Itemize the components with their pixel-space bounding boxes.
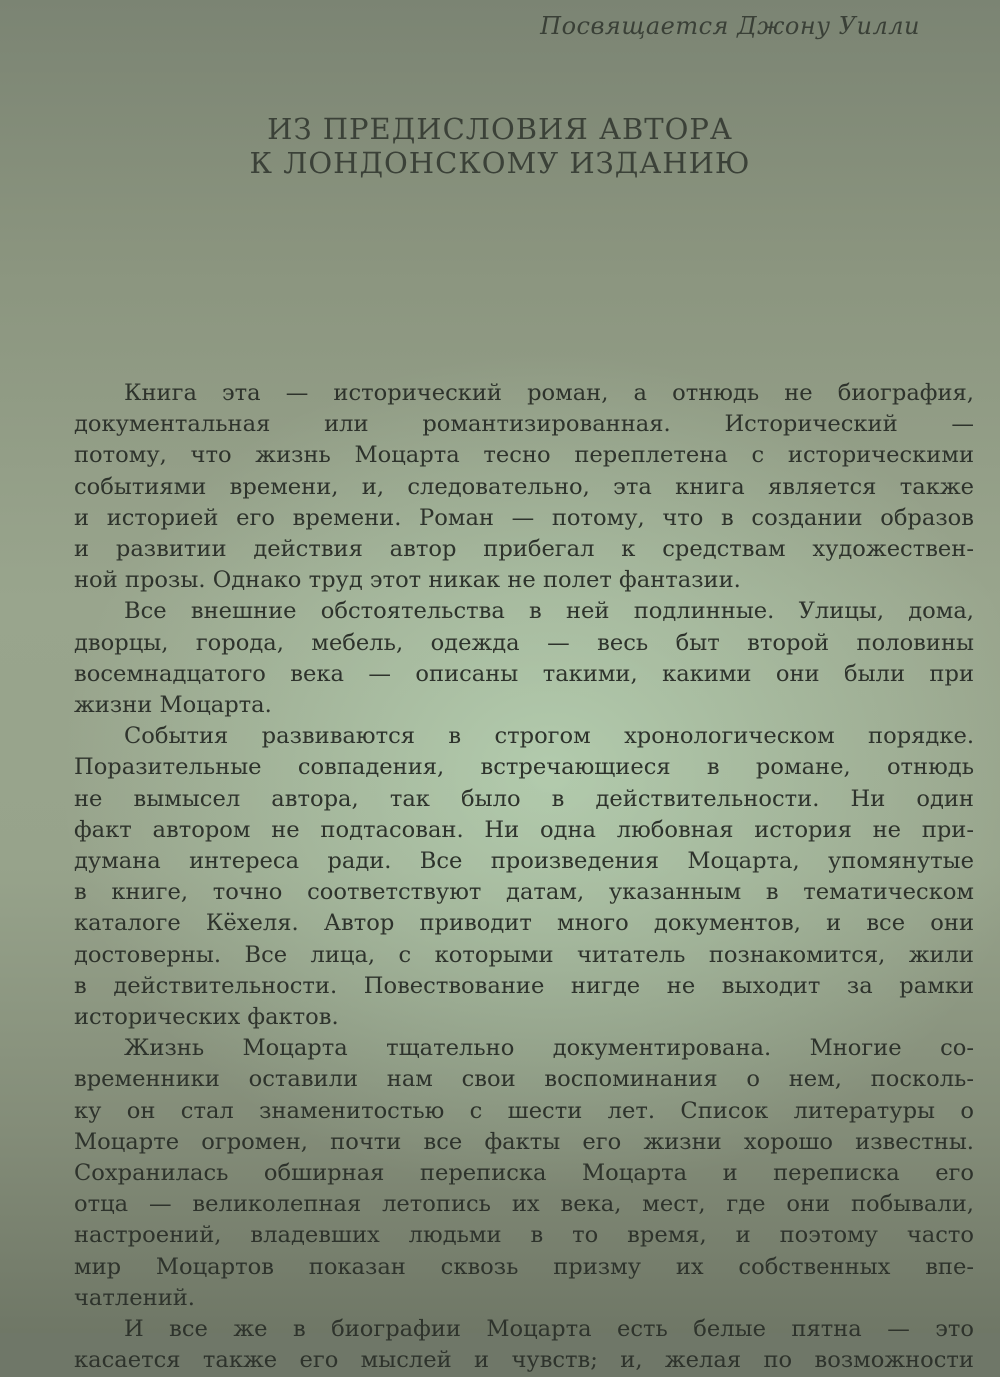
text-line: документальная или романтизированная. Исторический — — [74, 411, 974, 438]
text-line: И все же в биографии Моцарта есть белые пятна — это — [124, 1316, 974, 1343]
text-line: в действительности. Повествование нигде не выходит за рамки — [74, 972, 974, 999]
text-line: дворцы, города, мебель, одежда — весь быт второй половины — [74, 629, 974, 656]
text-line: Сохранилась обширная переписка Моцарта и переписка его — [74, 1160, 974, 1187]
text-line: События развиваются в строгом хронологическом порядке. — [124, 723, 974, 750]
title-line-1: ИЗ ПРЕДИСЛОВИЯ АВТОРА — [267, 112, 733, 146]
body-text — [74, 378, 974, 1377]
text-line: восемнадцатого века — описаны такими, какими они были при — [74, 660, 974, 687]
text-line: думана интереса ради. Все произведения Моцарта, упомянутые — [74, 848, 974, 875]
text-line: временники оставили нам свои воспоминания о нем, посколь- — [74, 1066, 974, 1093]
text-line: событиями времени, и, следовательно, эта книга является также — [74, 473, 974, 500]
paragraph-2 — [74, 596, 974, 721]
paragraph-1 — [74, 378, 974, 596]
page-title — [0, 112, 1000, 180]
text-line: исторических фактов. — [74, 1004, 339, 1031]
paragraph-5 — [74, 1314, 974, 1376]
text-line: Жизнь Моцарта тщательно документирована. Многие со- — [124, 1035, 974, 1062]
text-line: отца — великолепная летопись их века, мест, где они побывали, — [74, 1191, 974, 1218]
text-line: ку он стал знаменитостью с шести лет. Список литературы о — [74, 1097, 974, 1124]
text-line: Моцарте огромен, почти все факты его жизни хорошо известны. — [74, 1128, 974, 1155]
text-line: жизни Моцарта. — [74, 692, 272, 719]
text-line: потому, что жизнь Моцарта тесно переплетена с историческими — [74, 442, 974, 469]
text-line: Все внешние обстоятельства в ней подлинные. Улицы, дома, — [124, 598, 974, 625]
title-line-2: К ЛОНДОНСКОМУ ИЗДАНИЮ — [249, 146, 751, 180]
paragraph-4 — [74, 1033, 974, 1314]
text-line: факт автором не подтасован. Ни одна любовная история не при- — [74, 816, 974, 843]
dedication-text: Посвящается Джону Уилли — [540, 12, 920, 40]
text-line: и развитии действия автор прибегал к средствам художествен- — [74, 536, 974, 563]
text-line: мир Моцартов показан сквозь призму их собственных впе- — [74, 1253, 974, 1280]
text-line: настроений, владевших людьми в то время, и поэтому часто — [74, 1222, 974, 1249]
text-line: каталоге Кёхеля. Автор приводит много документов, и все они — [74, 910, 974, 937]
paragraph-3 — [74, 721, 974, 1033]
text-line: Книга эта — исторический роман, а отнюдь не биография, — [124, 380, 974, 406]
text-line: в книге, точно соответствуют датам, указанным в тематическом — [74, 879, 974, 906]
text-line: ной прозы. Однако труд этот никак не полет фантазии. — [74, 567, 741, 594]
text-line: и историей его времени. Роман — потому, что в создании образов — [74, 504, 974, 531]
text-line: касается также его мыслей и чувств; и, желая по возможности — [74, 1347, 974, 1374]
text-line: достоверны. Все лица, с которыми читатель познакомится, жили — [74, 941, 974, 968]
text-line: Поразительные совпадения, встречающиеся в романе, отнюдь — [74, 754, 974, 781]
text-line: чатлений. — [74, 1284, 195, 1311]
text-line: не вымысел автора, так было в действительности. Ни один — [74, 785, 974, 812]
